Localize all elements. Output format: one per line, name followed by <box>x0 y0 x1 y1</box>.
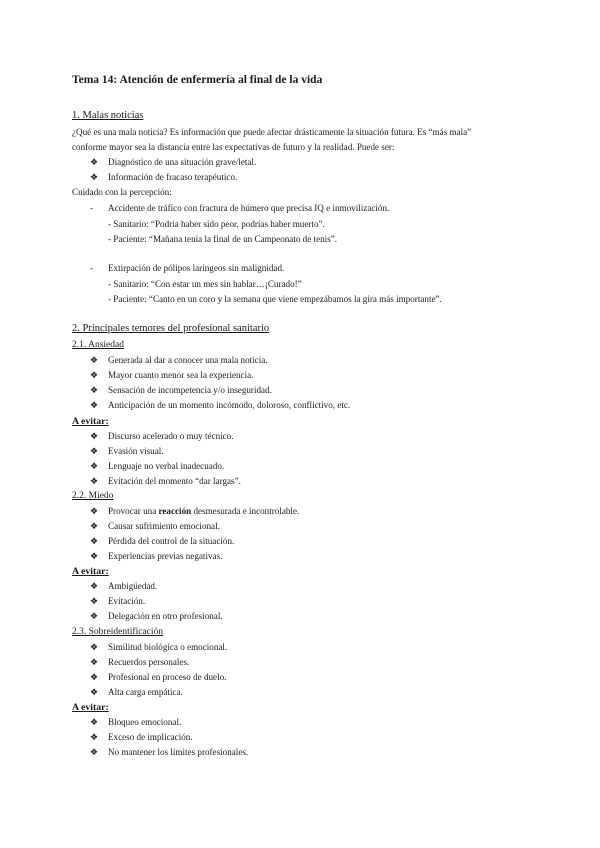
list-item: ❖ Evitación del momento “dar largas”. <box>90 476 241 486</box>
page-title: Tema 14: Atención de enfermería al final de la vida <box>72 74 323 86</box>
bullet-diamond-icon: ❖ <box>90 172 99 182</box>
subsection-ansiedad-heading: 2.1. Ansiedad <box>72 340 124 350</box>
case-1-sanitario-quote: - Sanitario: “Podría haber sido peor, podrías haber muerto”. <box>108 219 325 229</box>
bullet-diamond-icon: ❖ <box>90 687 99 697</box>
avoid-label: A evitar: <box>72 416 109 427</box>
bullet-diamond-icon: ❖ <box>90 385 99 395</box>
bullet-diamond-icon: ❖ <box>90 355 99 365</box>
list-item: ❖ Mayor cuanto menor sea la experiencia. <box>90 370 254 380</box>
intro-text-line-2: conforme mayor sea la distancia entre las expectativas de futuro y la realidad. Puede ser: <box>72 142 395 152</box>
list-item: ❖ Recuerdos personales. <box>90 657 190 667</box>
case-1-paciente-quote: - Paciente: “Mañana tenía la final de un Campeonato de tenis”. <box>108 234 338 244</box>
bullet-diamond-icon: ❖ <box>90 672 99 682</box>
bullet-diamond-icon: ❖ <box>90 431 99 441</box>
list-item: ❖ Ambigüedad. <box>90 581 158 591</box>
bullet-diamond-icon: ❖ <box>90 642 99 652</box>
bullet-diamond-icon: ❖ <box>90 157 99 167</box>
list-item: ❖ Delegación en otro profesional. <box>90 611 223 621</box>
list-item: ❖ Profesional en proceso de duelo. <box>90 672 227 682</box>
list-item: ❖ Evasión visual. <box>90 446 164 456</box>
case-2-paciente-quote: - Paciente: “Canto en un coro y la semana que viene empezábamos la gira más importante”. <box>108 294 442 304</box>
care-label: Cuidado con la percepción: <box>72 187 172 197</box>
list-item: ❖ Diagnóstico de una situación grave/letal. <box>90 157 257 167</box>
list-item: ❖ Generada al dar a conocer una mala noticia. <box>90 355 268 365</box>
bullet-diamond-icon: ❖ <box>90 551 99 561</box>
list-item: ❖ Similitud biológica o emocional. <box>90 642 228 652</box>
subsection-miedo-heading: 2.2. Miedo <box>72 491 114 501</box>
bullet-diamond-icon: ❖ <box>90 596 99 606</box>
bullet-diamond-icon: ❖ <box>90 717 99 727</box>
list-item: ❖ Evitación. <box>90 596 146 606</box>
section-2-heading: 2. Principales temores del profesional sanitario <box>72 323 270 334</box>
section-1-heading: 1. Malas noticias <box>72 110 144 121</box>
bullet-diamond-icon: ❖ <box>90 657 99 667</box>
bullet-diamond-icon: ❖ <box>90 732 99 742</box>
list-item: ❖ Discurso acelerado o muy técnico. <box>90 431 234 441</box>
list-item: ❖ Alta carga empática. <box>90 687 183 697</box>
dash-marker: - <box>90 203 94 213</box>
bullet-diamond-icon: ❖ <box>90 536 99 546</box>
avoid-label: A evitar: <box>72 702 109 713</box>
list-item: ❖ Causar sufrimiento emocional. <box>90 521 220 531</box>
avoid-label: A evitar: <box>72 566 109 577</box>
subsection-sobreidentificacion-heading: 2.3. Sobreidentificación <box>72 627 164 637</box>
list-item: ❖ Información de fracaso terapéutico. <box>90 172 238 182</box>
bullet-diamond-icon: ❖ <box>90 747 99 757</box>
list-item: ❖ Experiencias previas negativas. <box>90 551 223 561</box>
case-1-text: Accidente de tráfico con fractura de húmero que precisa IQ e inmovilización. <box>108 203 390 213</box>
dash-marker: - <box>90 263 94 273</box>
list-item: ❖ Exceso de implicación. <box>90 732 193 742</box>
list-item: ❖ Sensación de incompetencia y/o inseguridad. <box>90 385 272 395</box>
intro-text-line-1: ¿Qué es una mala noticia? Es información que puede afectar drásticamente la situación futura. Es “más mala” <box>72 127 472 137</box>
bullet-diamond-icon: ❖ <box>90 521 99 531</box>
bullet-diamond-icon: ❖ <box>90 400 99 410</box>
emphasis-reaccion: reacción <box>158 506 192 516</box>
list-item: ❖ Pérdida del control de la situación. <box>90 536 235 546</box>
case-2-sanitario-quote: - Sanitario: “Con estar un mes sin hablar…¡Curado!” <box>108 279 302 289</box>
bullet-diamond-icon: ❖ <box>90 370 99 380</box>
bullet-diamond-icon: ❖ <box>90 446 99 456</box>
list-item: ❖ Bloqueo emocional. <box>90 717 182 727</box>
list-item: ❖ Provocar una reacción desmesurada e incontrolable. <box>90 506 300 516</box>
case-2-text: Extirpación de pólipos laríngeos sin malignidad. <box>108 263 285 273</box>
bullet-diamond-icon: ❖ <box>90 506 99 516</box>
list-item: ❖ Lenguaje no verbal inadecuado. <box>90 461 225 471</box>
bullet-diamond-icon: ❖ <box>90 611 99 621</box>
list-item: ❖ No mantener los límites profesionales. <box>90 747 249 757</box>
bullet-diamond-icon: ❖ <box>90 461 99 471</box>
bullet-diamond-icon: ❖ <box>90 476 99 486</box>
list-item: ❖ Anticipación de un momento incómodo, doloroso, conflictivo, etc. <box>90 400 351 410</box>
bullet-diamond-icon: ❖ <box>90 581 99 591</box>
